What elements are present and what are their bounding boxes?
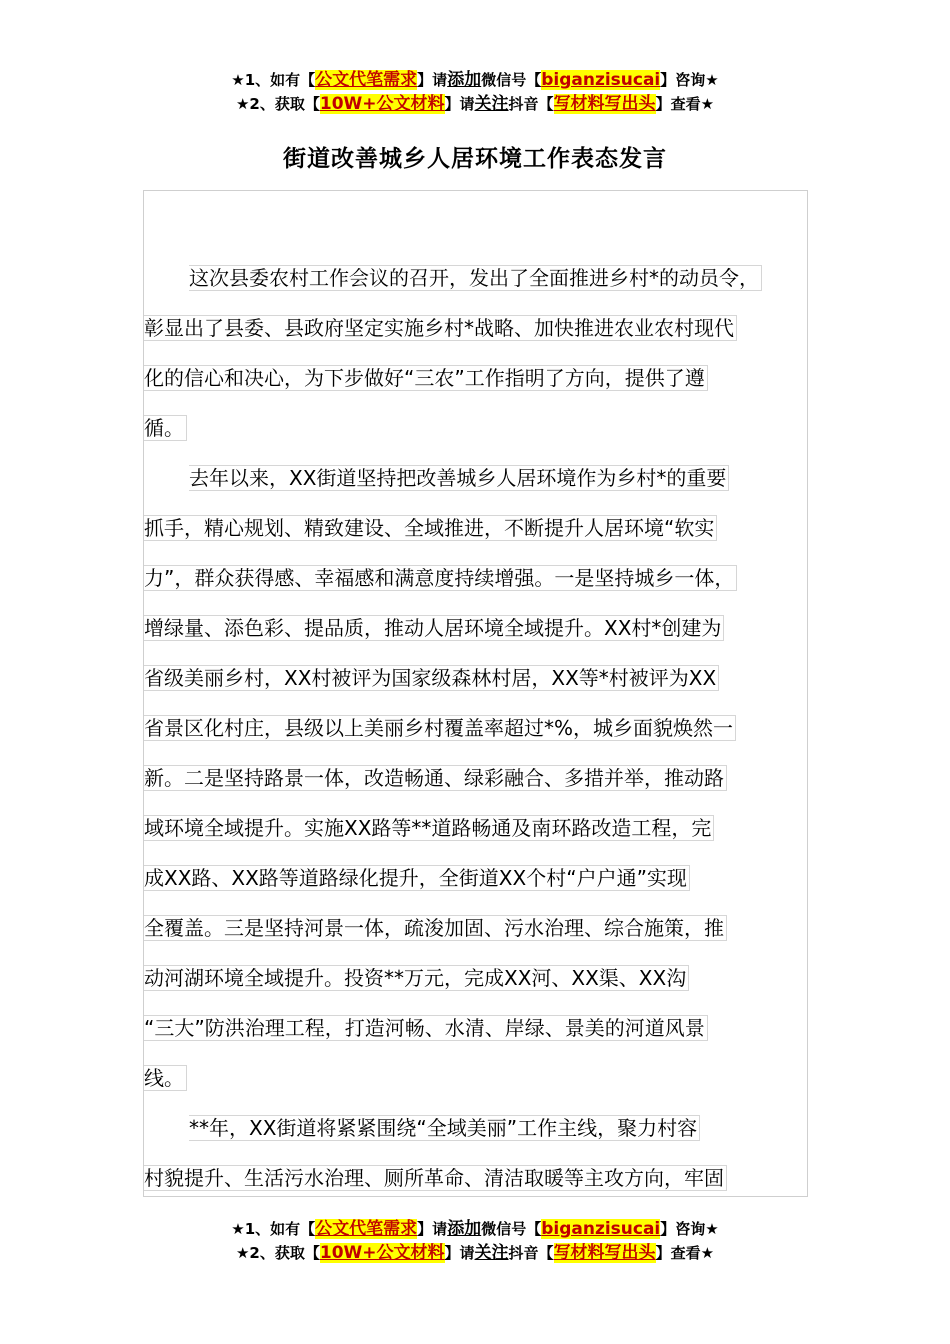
promo-text: ★2、获取【 xyxy=(235,1244,320,1262)
document-title: 街道改善城乡人居环境工作表态发言 xyxy=(283,146,667,172)
text-line-content: **年，XX街道将紧紧围绕“全域美丽”工作主线，聚力村容 xyxy=(189,1115,700,1141)
text-line-content: 村貌提升、生活污水治理、厕所革命、清洁取暖等主攻方向，牢固 xyxy=(144,1165,727,1191)
text-line xyxy=(144,313,737,343)
promo-text: 】咨询★ xyxy=(660,71,719,89)
text-line xyxy=(144,413,187,443)
promo-text: 】查看★ xyxy=(655,1244,715,1262)
promo-text: 】请 xyxy=(444,1244,475,1262)
text-line xyxy=(144,863,690,893)
promo-banner-top xyxy=(0,68,950,116)
text-line xyxy=(144,263,762,293)
promo-emphasis: 关注 xyxy=(474,94,509,114)
text-line xyxy=(144,1063,187,1093)
text-line-content: 域环境全域提升。实施XX路等**道路畅通及南环路改造工程，完 xyxy=(144,815,714,841)
promo-emphasis: 关注 xyxy=(474,1243,509,1263)
text-line-content: 省级美丽乡村，XX村被评为国家级森林村居，XX等*村被评为XX xyxy=(144,665,719,691)
promo-text: 抖音【 xyxy=(508,95,554,113)
text-line-content: 省景区化村庄，县级以上美丽乡村覆盖率超过*%，城乡面貌焕然一 xyxy=(144,715,736,741)
promo-emphasis: 添加 xyxy=(447,70,482,90)
promo-line-2 xyxy=(0,1241,950,1265)
promo-line-1 xyxy=(0,68,950,92)
promo-text: 抖音【 xyxy=(508,1244,554,1262)
text-line-content: 化的信心和决心，为下步做好“三农”工作指明了方向，提供了遵 xyxy=(144,365,708,391)
promo-highlight: 10W+公文材料 xyxy=(319,1243,445,1263)
text-line xyxy=(144,563,737,593)
text-line xyxy=(144,763,727,793)
promo-text: 微信号【 xyxy=(481,71,542,89)
text-line xyxy=(144,663,719,693)
text-line-content: 全覆盖。三是坚持河景一体，疏浚加固、污水治理、综合施策，推 xyxy=(144,915,727,941)
text-line-content: 线。 xyxy=(144,1065,187,1091)
text-line xyxy=(144,513,717,543)
text-line-content: 彰显出了县委、县政府坚定实施乡村*战略、加快推进农业农村现代 xyxy=(144,315,737,341)
promo-douyin-id: 写材料写出头 xyxy=(553,1243,656,1263)
text-line-content: 这次县委农村工作会议的召开，发出了全面推进乡村*的动员令， xyxy=(189,265,762,291)
promo-text: 】请 xyxy=(444,95,475,113)
text-line xyxy=(144,963,689,993)
text-line xyxy=(144,1163,727,1193)
document-body xyxy=(143,190,808,1197)
promo-line-2 xyxy=(0,92,950,116)
promo-emphasis: 添加 xyxy=(447,1219,482,1239)
promo-text: ★1、如有【 xyxy=(231,71,316,89)
text-line xyxy=(144,813,714,843)
text-line-content: 动河湖环境全域提升。投资**万元，完成XX河、XX渠、XX沟 xyxy=(144,965,689,991)
promo-text: 】请 xyxy=(417,1220,448,1238)
text-line-content: 新。二是坚持路景一体，改造畅通、绿彩融合、多措并举，推动路 xyxy=(144,765,727,791)
promo-banner-bottom xyxy=(0,1217,950,1265)
text-line xyxy=(144,363,708,393)
text-line-content: 循。 xyxy=(144,415,187,441)
promo-text: 】请 xyxy=(417,71,448,89)
text-line-content: 抓手，精心规划、精致建设、全域推进，不断提升人居环境“软实 xyxy=(144,515,717,541)
text-line-content: 增绿量、添色彩、提品质，推动人居环境全域提升。XX村*创建为 xyxy=(144,615,724,641)
promo-wechat-id: biganzisucai xyxy=(541,1219,661,1239)
text-line xyxy=(144,713,736,743)
text-line xyxy=(144,913,727,943)
text-line-content: 去年以来，XX街道坚持把改善城乡人居环境作为乡村*的重要 xyxy=(189,465,729,491)
promo-text: 微信号【 xyxy=(481,1220,542,1238)
promo-text: 】查看★ xyxy=(655,95,715,113)
text-line xyxy=(144,1013,708,1043)
promo-text: 】咨询★ xyxy=(660,1220,719,1238)
text-line xyxy=(144,463,729,493)
text-line-content: “三大”防洪治理工程，打造河畅、水清、岸绿、景美的河道风景 xyxy=(144,1015,708,1041)
promo-text: ★2、获取【 xyxy=(235,95,320,113)
text-line-content: 成XX路、XX路等道路绿化提升，全街道XX个村“户户通”实现 xyxy=(144,865,690,891)
promo-text: ★1、如有【 xyxy=(231,1220,316,1238)
promo-highlight: 公文代笔需求 xyxy=(315,70,418,90)
promo-wechat-id: biganzisucai xyxy=(541,70,661,90)
text-line xyxy=(144,1113,700,1143)
promo-highlight: 10W+公文材料 xyxy=(319,94,445,114)
promo-douyin-id: 写材料写出头 xyxy=(553,94,656,114)
promo-line-1 xyxy=(0,1217,950,1241)
promo-highlight: 公文代笔需求 xyxy=(315,1219,418,1239)
text-line-content: 力”，群众获得感、幸福感和满意度持续增强。一是坚持城乡一体， xyxy=(144,565,737,591)
text-line xyxy=(144,613,724,643)
